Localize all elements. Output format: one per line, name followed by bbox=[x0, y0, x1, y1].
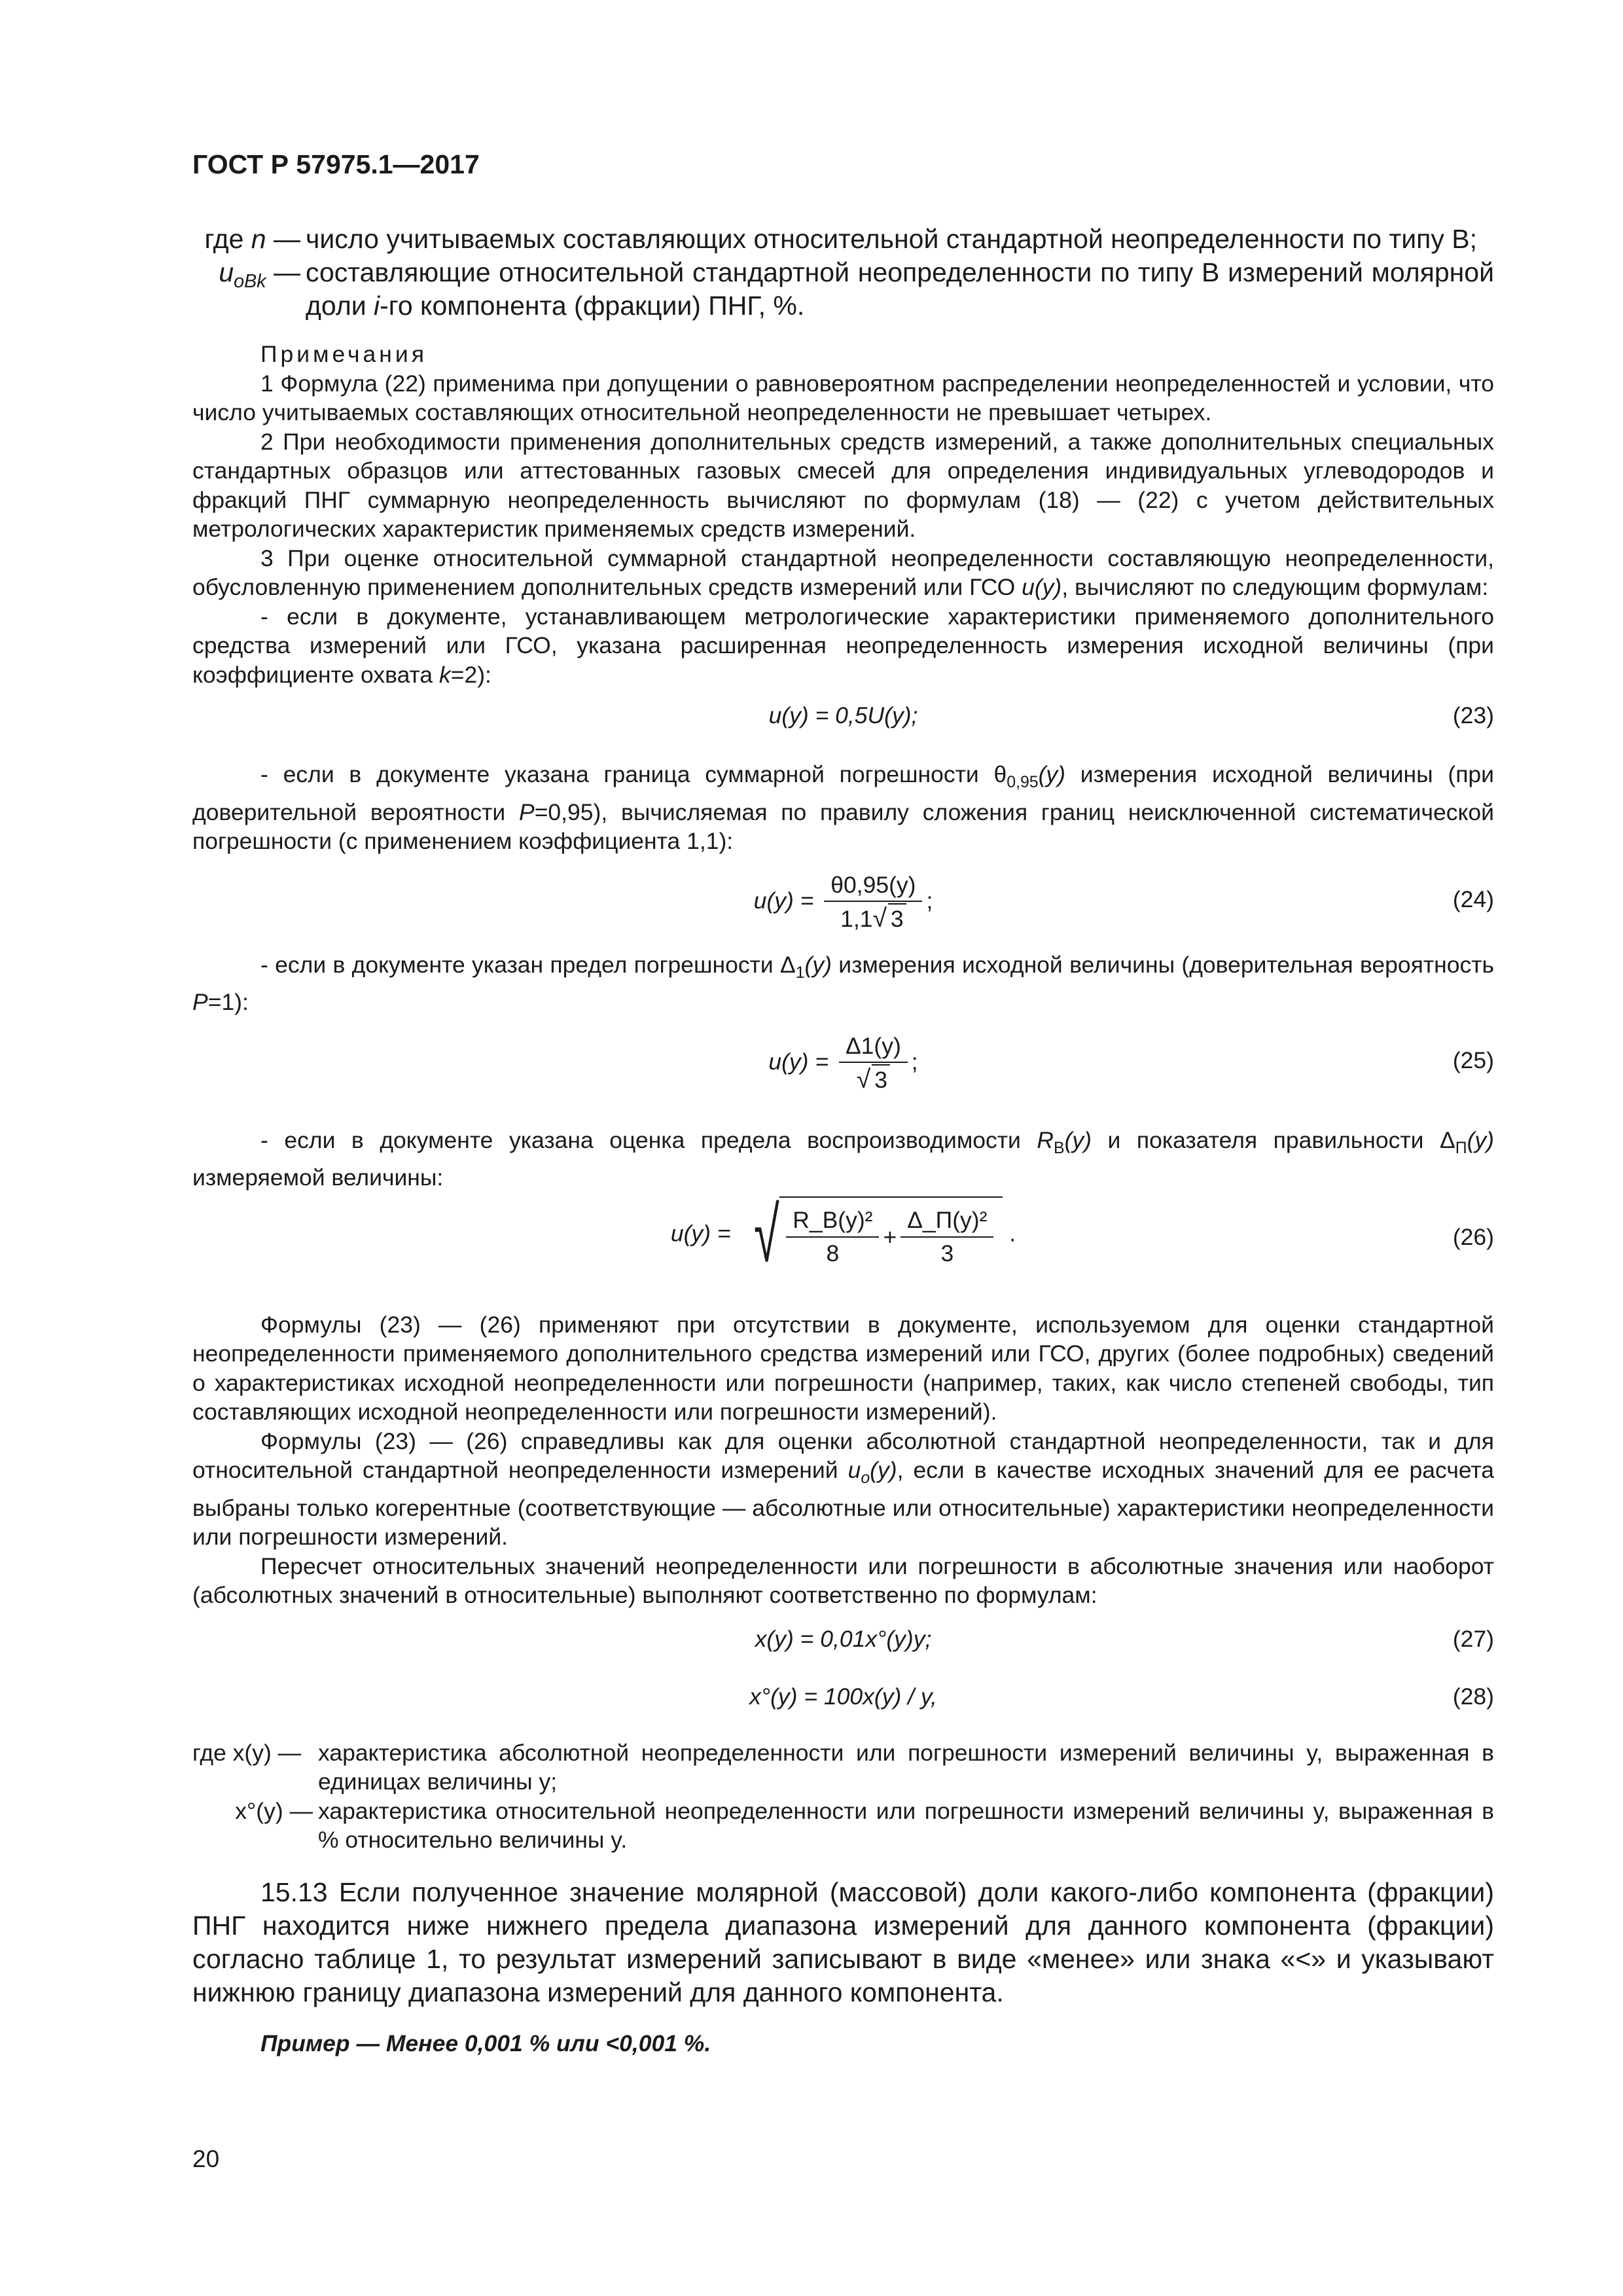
paragraph-formulas-apply: Формулы (23) — (26) применяют при отсутствии в документе, используемом для оценки стандартной неопределенности применяемого дополнительного средства измерений или ГСО, других (более подробных) сведений о характеристиках исходной неопределенности или погрешности (например, таких, как число степеней свободы, тип составляющих исходной неопределенности или погрешности измерений). bbox=[192, 1311, 1494, 1426]
case-1: - если в документе, устанавливающем метрологические характеристики применяемого дополнительного средства измерений или ГСО, указана расширенная неопределенность измерения исходной величины (при коэффициенте охвата k=2): bbox=[192, 603, 1494, 688]
definition-x: где x(y) — характеристика абсолютной неопределенности или погрешности измерений величины y, выраженная в единицах величины y; bbox=[192, 1739, 1494, 1795]
formula-27-expression: x(y) = 0,01x°(y)y; bbox=[755, 1625, 932, 1652]
formula-24-expression: u(y) = $\frac{\theta 0,95(y)}{1,1√ 3}$ ; bbox=[753, 871, 933, 933]
paragraph-formulas-valid: Формулы (23) — (26) справедливы как для оценки абсолютной стандартной неопределенности, так и для относительной стандартной неопределенности измерений $u_o(y)$, если в качестве исходных значений для ее расчета выбраны только когерентные (соответствующие — абсолютные или относительные) характеристики неопределенности или погрешности измерений. bbox=[192, 1427, 1494, 1551]
formula-28-expression: x°(y) = 100x(y) / y, bbox=[749, 1683, 937, 1710]
formula-23 bbox=[192, 701, 1494, 760]
formula-26 bbox=[192, 1191, 1494, 1280]
formula-26-number: (26) bbox=[1452, 1223, 1494, 1250]
case-2: - если в документе указана граница суммарной погрешности $\theta_{0,95}(y)$ измерения исходной величины (при доверительной вероятности P=0,95), вычисляемая по правилу сложения границ неисключенной систематической погрешности (с применением коэффициента 1,1): bbox=[192, 761, 1494, 855]
page-number: 20 bbox=[192, 2145, 220, 2172]
definition-n: где n — число учитываемых составляющих относительной стандартной неопределенности по типу В; bbox=[204, 224, 1477, 254]
formula-24-number: (24) bbox=[1452, 886, 1494, 912]
note-2: 2 При необходимости применения дополнительных средств измерений, а также дополнительных специальных стандартных образцов или аттестованных газовых смесей для определения индивидуальных углеводородов и фракций ПНГ суммарную неопределенность вычисляют по формулам (18) — (22) с учетом действительных метрологических характеристик применяемых средств измерений. bbox=[192, 428, 1494, 542]
formula-27 bbox=[192, 1624, 1494, 1682]
page-content bbox=[192, 223, 1494, 2058]
definition-uobk: $u_{oBk}$ — составляющие относительной стандартной неопределенности по типу В измерений молярной доли i-го компонента (фракции) ПНГ, %. bbox=[219, 257, 1494, 321]
example-line: Пример — Менее 0,001 % или <0,001 %. bbox=[260, 2030, 711, 2056]
formula-25 bbox=[192, 1025, 1494, 1102]
formula-27-number: (27) bbox=[1452, 1625, 1494, 1652]
formula-26-expression: u(y) = √ $\frac{\text{R\_B(y)²}}{8}$ + $\frac{\text{Δ\_П(y)²}}{3}$ . bbox=[670, 1191, 1016, 1278]
formula-25-expression: u(y) = $\frac{\Delta 1(y)}{√ 3}$ ; bbox=[768, 1032, 918, 1094]
case-4: - если в документе указана оценка предела воспроизводимости $R_B(y)$ и показателя правильности $\Delta_П(y)$ измеряемой величины: bbox=[192, 1126, 1494, 1191]
case-3: - если в документе указан предел погрешности $\Delta_1(y)$ измерения исходной величины (доверительная вероятность P=1): bbox=[192, 951, 1494, 1016]
definition-x-relative: x°(y) — характеристика относительной неопределенности или погрешности измерений величины y, выраженная в % относительно величины y. bbox=[235, 1797, 1494, 1854]
paragraph-recalculation: Пересчет относительных значений неопределенности или погрешности в абсолютные значения или наоборот (абсолютных значений в относительные) выполняют соответственно по формулам: bbox=[192, 1552, 1494, 1609]
formula-28 bbox=[192, 1682, 1494, 1738]
formula-24 bbox=[192, 864, 1494, 941]
section-15-13: 15.13 Если полученное значение молярной (массовой) доли какого-либо компонента (фракции) ПНГ находится ниже нижнего предела диапазона измерений для данного компонента (фракции) согласно таблице 1, то результат измерений записывают в виде «менее» или знака «<» и указывают нижнюю границу диапазона измерений для данного компонента. bbox=[192, 1876, 1494, 2007]
formula-28-number: (28) bbox=[1452, 1683, 1494, 1710]
note-1: 1 Формула (22) применима при допущении о равновероятном распределении неопределенностей и условии, что число учитываемых составляющих относительной неопределенности не превышает четырех. bbox=[192, 370, 1494, 425]
standard-header: ГОСТ Р 57975.1—2017 bbox=[192, 149, 480, 179]
note-3: 3 При оценке относительной суммарной стандартной неопределенности составляющую неопределенности, обусловленную применением дополнительных средств измерений или ГСО u(y), вычисляют по следующим формулам: bbox=[192, 545, 1494, 600]
formula-25-number: (25) bbox=[1452, 1047, 1494, 1073]
formula-23-number: (23) bbox=[1452, 702, 1494, 728]
notes-block bbox=[192, 340, 1494, 1855]
formula-23-expression: u(y) = 0,5U(y); bbox=[768, 702, 918, 728]
notes-title: Примечания bbox=[260, 341, 427, 367]
